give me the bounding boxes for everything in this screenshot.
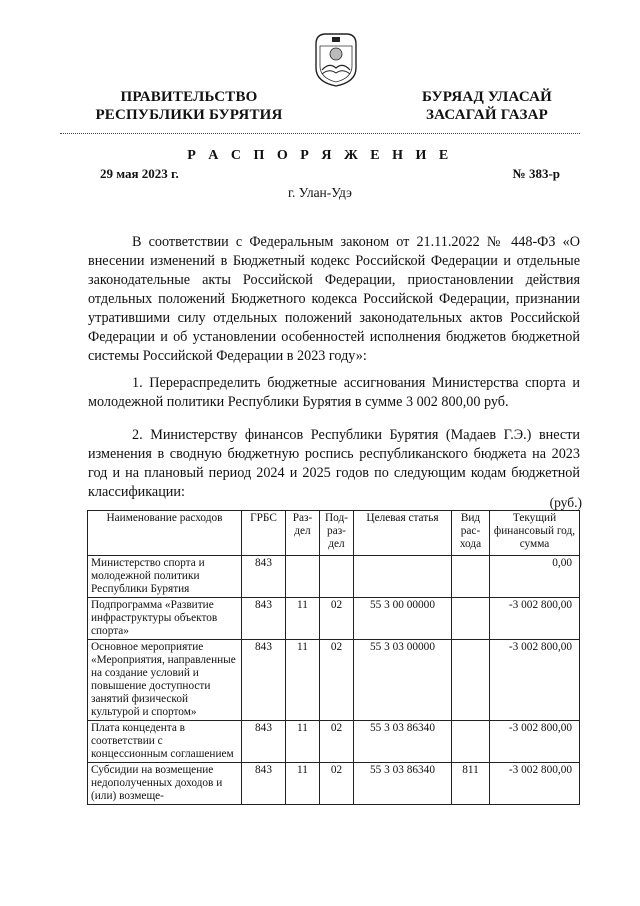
cell-summa: -3 002 800,00 (490, 721, 580, 763)
cell-razdel (286, 556, 320, 598)
cell-razdel: 11 (286, 721, 320, 763)
cell-name: Субсидии на возмещение недополученных доходов и (или) возмеще- (88, 763, 242, 805)
cell-vid (452, 556, 490, 598)
cell-vid: 811 (452, 763, 490, 805)
cell-name: Плата концедента в соответствии с концессионным соглашением (88, 721, 242, 763)
col-header-grbs: ГРБС (242, 511, 286, 556)
cell-vid (452, 640, 490, 721)
table-row (88, 763, 580, 805)
cell-summa: -3 002 800,00 (490, 640, 580, 721)
table-row (88, 721, 580, 763)
header-left-line-2: РЕСПУБЛИКИ БУРЯТИЯ (95, 107, 283, 123)
table-row (88, 598, 580, 640)
document-title: Р А С П О Р Я Ж Е Н И Е (187, 148, 453, 163)
cell-summa: -3 002 800,00 (490, 763, 580, 805)
table-unit: (руб.) (549, 495, 582, 510)
cell-podrazdel: 02 (320, 763, 354, 805)
col-header-razdel: Раз-дел (286, 511, 320, 556)
header-right (412, 88, 562, 124)
budget-table (87, 510, 580, 805)
preamble-paragraph: В соответствии с Федеральным законом от 21.11.2022 № 448-ФЗ «О внесении изменений в Бюджетный кодекс Российской Федерации и отдельные законодательные акты Российской Федерации, приостановлении действия отдельных положений Бюджетного кодекса Российской Федерации, признании утратившими силу отдельных положений законодательных актов Российской Федерации и об установлении особенностей исполнения бюджетов бюджетной системы Российской Федерации в 2023 году»: (88, 234, 580, 364)
col-header-summa: Текущий финансовый год, сумма (490, 511, 580, 556)
col-header-podrazdel: Под-раз-дел (320, 511, 354, 556)
header-left (86, 88, 292, 124)
cell-grbs: 843 (242, 556, 286, 598)
cell-name: Подпрограмма «Развитие инфраструктуры объектов спорта» (88, 598, 242, 640)
item-1-paragraph: 1. Перераспределить бюджетные ассигнования Министерства спорта и молодежной политики Республики Бурятия в сумме 3 002 800,00 руб. (88, 375, 580, 410)
document-number: № 383-р (512, 166, 560, 181)
header-right-line-1: БУРЯАД УЛАСАЙ (421, 89, 553, 105)
cell-tselevaya: 55 3 03 86340 (354, 763, 452, 805)
col-header-tselevaya: Целевая статья (354, 511, 452, 556)
cell-razdel: 11 (286, 763, 320, 805)
cell-grbs: 843 (242, 598, 286, 640)
cell-summa: 0,00 (490, 556, 580, 598)
cell-vid (452, 598, 490, 640)
cell-grbs: 843 (242, 721, 286, 763)
cell-name: Основное мероприятие «Мероприятия, направленные на создание условий и повышение доступности занятий физической культурой и спортом» (88, 640, 242, 721)
cell-podrazdel: 02 (320, 721, 354, 763)
col-header-vid: Вид рас-хода (452, 511, 490, 556)
cell-grbs: 843 (242, 763, 286, 805)
cell-podrazdel: 02 (320, 640, 354, 721)
cell-razdel: 11 (286, 640, 320, 721)
cell-tselevaya: 55 3 00 00000 (354, 598, 452, 640)
cell-podrazdel (320, 556, 354, 598)
cell-podrazdel: 02 (320, 598, 354, 640)
table-row (88, 556, 580, 598)
document-city: г. Улан-Удэ (288, 185, 352, 200)
cell-tselevaya: 55 3 03 00000 (354, 640, 452, 721)
table-header-row (88, 511, 580, 556)
coat-of-arms-emblem (312, 30, 360, 88)
header-right-line-2: ЗАСАГАЙ ГАЗАР (426, 107, 548, 123)
col-header-name: Наименование расходов (88, 511, 242, 556)
cell-razdel: 11 (286, 598, 320, 640)
cell-grbs: 843 (242, 640, 286, 721)
cell-tselevaya: 55 3 03 86340 (354, 721, 452, 763)
item-2-paragraph: 2. Министерству финансов Республики Бурятия (Мадаев Г.Э.) внести изменения в сводную бюджетную роспись республиканского бюджета на 2023 год и на плановый период 2024 и 2025 годов по следующим кодам бюджетной классификации: (88, 427, 580, 500)
document-date: 29 мая 2023 г. (100, 166, 179, 181)
table-row (88, 640, 580, 721)
cell-name: Министерство спорта и молодежной политики Республики Бурятия (88, 556, 242, 598)
cell-summa: -3 002 800,00 (490, 598, 580, 640)
header-left-line-1: ПРАВИТЕЛЬСТВО (120, 89, 258, 105)
header-divider (60, 133, 580, 134)
cell-tselevaya (354, 556, 452, 598)
cell-vid (452, 721, 490, 763)
